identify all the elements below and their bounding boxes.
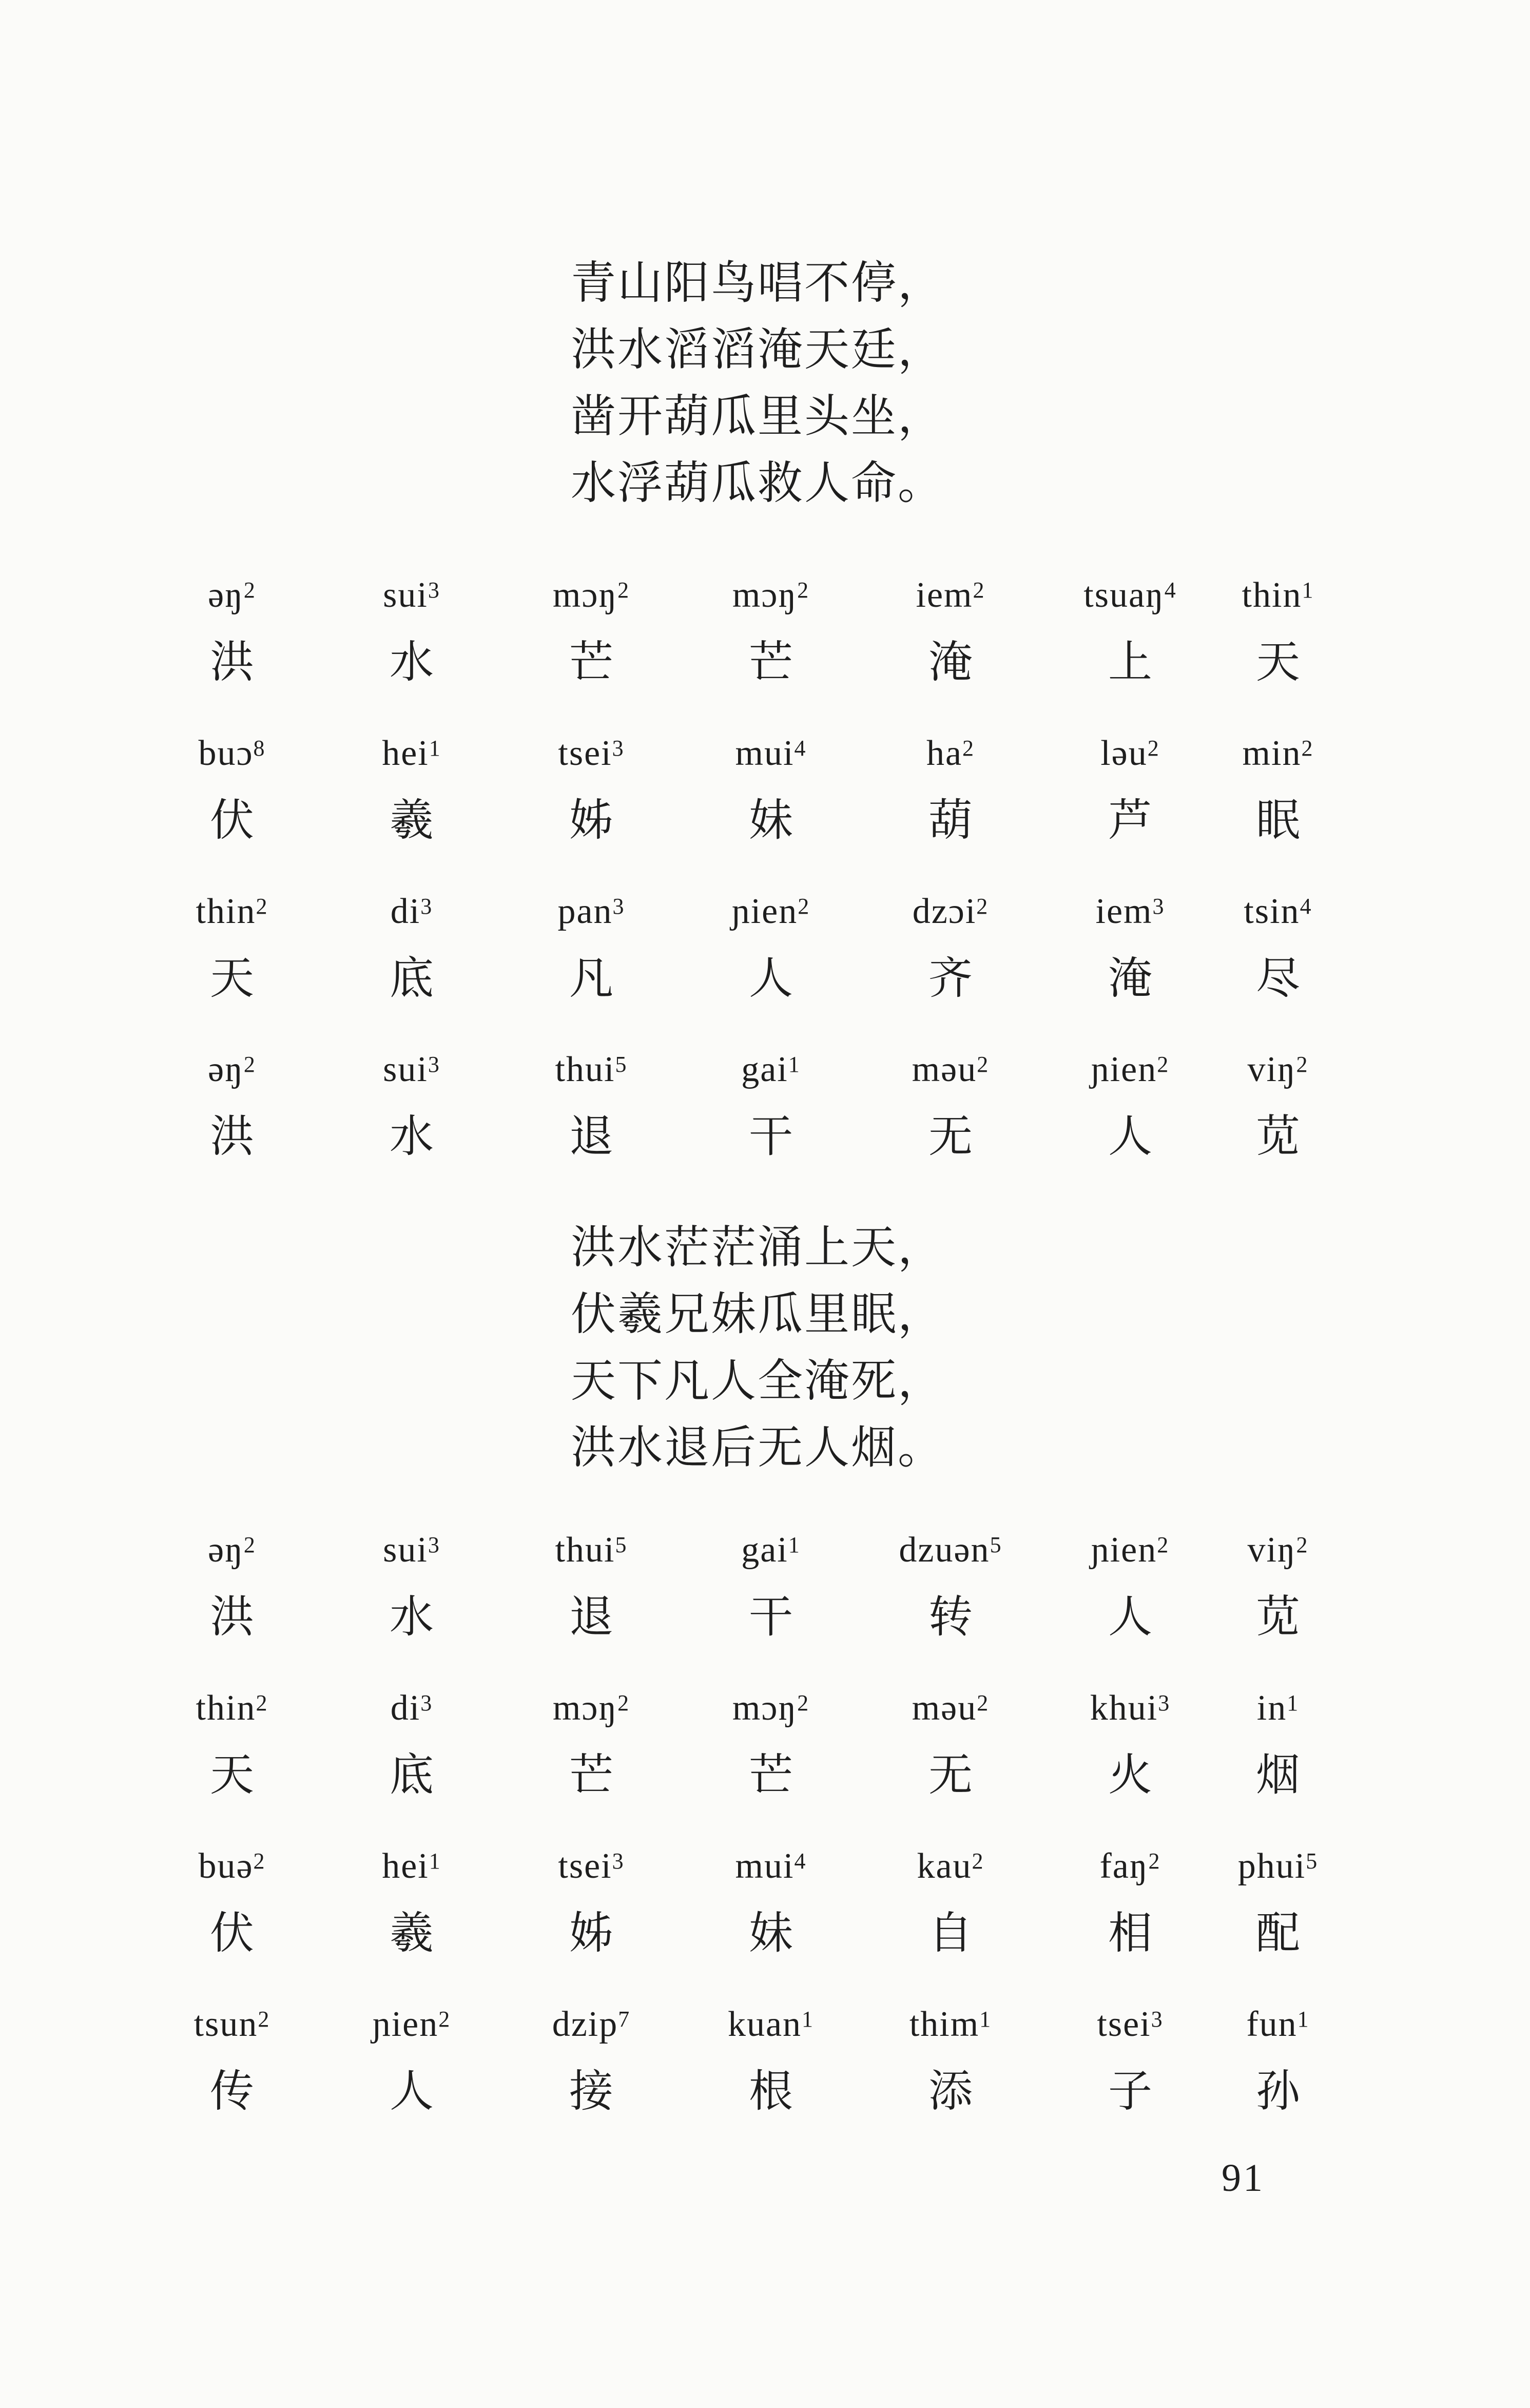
tone-number: 4 (1164, 577, 1177, 603)
romanization: khui$^3$ (1090, 1688, 1171, 1728)
chinese-character: 芒 (569, 637, 613, 688)
tone-number: 3 (612, 1848, 625, 1874)
chinese-character: 伏 (210, 1908, 254, 1959)
chinese-character: 芒 (749, 1749, 793, 1801)
interlinear-gloss-block-2 (0, 1522, 1530, 2154)
romanization: tsuaŋ$^4$ (1083, 575, 1177, 615)
tone-number: 2 (1148, 1848, 1161, 1874)
tone-number: 2 (617, 1690, 630, 1716)
romanization: $di^3$ (390, 892, 433, 931)
tone-number: 5 (615, 1052, 628, 1077)
gloss-row (0, 1680, 1530, 1838)
chinese-character: 干 (749, 1111, 793, 1162)
tone-number: 7 (618, 2007, 631, 2032)
chinese-character: 妹 (749, 1908, 793, 1959)
tone-number: 1 (1302, 577, 1314, 603)
romanization: tsei$^3$ (558, 734, 625, 773)
tone-number: 3 (612, 736, 625, 761)
tone-number: 2 (977, 1052, 990, 1077)
romanization: tsei$^3$ (1097, 2005, 1164, 2044)
gloss-row (0, 883, 1530, 1042)
chinese-character: 芦 (1108, 795, 1152, 846)
tone-number: 2 (972, 1848, 984, 1874)
chinese-character: 芒 (749, 637, 793, 688)
chinese-character: 苋 (1256, 1111, 1300, 1162)
poem-line: 洪水滔滔淹天廷， (571, 323, 945, 376)
chinese-character: 相 (1108, 1908, 1152, 1959)
chinese-character: 妹 (749, 795, 793, 846)
romanization: ɲien$^2$ (1091, 1530, 1170, 1570)
tone-number: 2 (798, 894, 810, 919)
tone-number: 2 (977, 1690, 990, 1716)
chinese-character: 自 (928, 1908, 973, 1959)
tone-number: 3 (428, 577, 440, 603)
romanization: mɔŋ$^2$ (552, 575, 630, 615)
romanization: mɔŋ$^2$ (732, 575, 810, 615)
romanization: thin$^2$ (196, 1688, 268, 1728)
tone-number: 2 (438, 2007, 451, 2032)
tone-number: 1 (1287, 1690, 1300, 1716)
tone-number: 2 (1157, 1532, 1170, 1557)
romanization: pan$^3$ (557, 892, 625, 931)
interlinear-gloss-block-1 (0, 567, 1530, 1200)
tone-number: 1 (429, 736, 441, 761)
romanization: tsun$^2$ (193, 2005, 270, 2044)
tone-number: 2 (243, 1532, 256, 1557)
chinese-character: 姊 (569, 795, 613, 846)
romanization: thui$^5$ (555, 1050, 628, 1089)
gloss-row (0, 1838, 1530, 1996)
romanization: kuan$^1$ (727, 2005, 815, 2044)
chinese-character: 火 (1108, 1749, 1152, 1801)
romanization: mui$^4$ (735, 1846, 807, 1886)
gloss-row (0, 1522, 1530, 1680)
tone-number: 3 (612, 894, 625, 919)
romanization: iem$^3$ (1095, 892, 1165, 931)
chinese-character: 齐 (928, 953, 973, 1004)
tone-number: 3 (1151, 2007, 1164, 2032)
chinese-character: 淹 (928, 637, 973, 688)
romanization: əŋ$^2$ (208, 1050, 256, 1089)
chinese-character: 接 (569, 2066, 613, 2117)
tone-number: 2 (243, 1052, 256, 1077)
romanization: dzuən$^5$ (899, 1530, 1002, 1570)
tone-number: 1 (429, 1848, 441, 1874)
tone-number: 1 (979, 2007, 992, 2032)
romanization: sui$^3$ (383, 1530, 440, 1570)
tone-number: 3 (428, 1052, 440, 1077)
tone-number: 4 (794, 736, 807, 761)
chinese-character: 天 (210, 1749, 254, 1801)
chinese-character: 葫 (928, 795, 973, 846)
chinese-character: 人 (749, 953, 793, 1004)
tone-number: 3 (1152, 894, 1165, 919)
romanization: thim$^1$ (909, 2005, 992, 2044)
chinese-character: 根 (749, 2066, 793, 2117)
tone-number: 2 (1296, 1052, 1309, 1077)
tone-number: 2 (973, 577, 985, 603)
chinese-character: 水 (390, 637, 434, 688)
chinese-character: 凡 (569, 953, 613, 1004)
chinese-character: 芒 (569, 1749, 613, 1801)
romanization: kau$^2$ (917, 1846, 984, 1886)
romanization: hei$^1$ (382, 1846, 441, 1886)
romanization: tsei$^3$ (558, 1846, 625, 1886)
tone-number: 3 (428, 1532, 440, 1557)
poem-line: 青山阳鸟唱不停， (571, 256, 945, 309)
chinese-character: 天 (210, 953, 254, 1004)
romanization: sui$^3$ (383, 575, 440, 615)
chinese-character: 洪 (210, 1111, 254, 1162)
tone-number: 3 (420, 1690, 433, 1716)
romanization: $ha^2$ (926, 734, 975, 773)
poem-line: 天下凡人全淹死， (571, 1354, 945, 1407)
romanization: mui$^4$ (735, 734, 807, 773)
poem-line: 洪水退后无人烟。 (571, 1421, 945, 1474)
romanization: viŋ$^2$ (1247, 1530, 1309, 1570)
romanization: gai$^1$ (741, 1530, 801, 1570)
chinese-character: 添 (928, 2066, 973, 2117)
romanization: buə$^2$ (198, 1846, 266, 1886)
page-number: 91 (1222, 2156, 1265, 2200)
tone-number: 1 (1297, 2007, 1310, 2032)
romanization: hei$^1$ (382, 734, 441, 773)
chinese-character: 子 (1108, 2066, 1152, 2117)
chinese-character: 洪 (210, 1591, 254, 1643)
romanization: ɲien$^2$ (372, 2005, 451, 2044)
romanization: faŋ$^2$ (1099, 1846, 1161, 1886)
romanization: viŋ$^2$ (1247, 1050, 1309, 1089)
chinese-character: 无 (928, 1749, 973, 1801)
romanization: $\min^2$ (1242, 734, 1314, 773)
romanization: fun$^1$ (1246, 2005, 1310, 2044)
chinese-character: 眠 (1256, 795, 1300, 846)
gloss-row (0, 567, 1530, 725)
chinese-character: 退 (569, 1111, 613, 1162)
chinese-character: 退 (569, 1591, 613, 1643)
chinese-character: 底 (390, 953, 434, 1004)
tone-number: 2 (1301, 736, 1314, 761)
romanization: ɲien$^2$ (731, 892, 810, 931)
tone-number: 2 (797, 577, 810, 603)
romanization: thin$^2$ (196, 892, 268, 931)
tone-number: 2 (962, 736, 975, 761)
romanization: iem$^2$ (916, 575, 985, 615)
romanization: sui$^3$ (383, 1050, 440, 1089)
tone-number: 3 (1158, 1690, 1171, 1716)
chinese-character: 羲 (390, 1908, 434, 1959)
tone-number: 3 (420, 894, 433, 919)
poem-line: 凿开葫瓜里头坐， (571, 390, 945, 442)
poem-line: 水浮葫瓜救人命。 (571, 456, 945, 509)
tone-number: 2 (797, 1690, 810, 1716)
tone-number: 2 (617, 577, 630, 603)
romanization: phui$^5$ (1237, 1846, 1319, 1886)
romanization: buɔ$^8$ (198, 734, 266, 773)
romanization: $in^1$ (1256, 1688, 1300, 1728)
tone-number: 1 (788, 1052, 801, 1077)
tone-number: 8 (253, 736, 266, 761)
romanization: əŋ$^2$ (208, 1530, 256, 1570)
chinese-character: 底 (390, 1749, 434, 1801)
romanization: dzip$^7$ (552, 2005, 631, 2044)
chinese-character: 人 (1108, 1591, 1152, 1643)
romanization: mɔŋ$^2$ (552, 1688, 630, 1728)
tone-number: 2 (1157, 1052, 1170, 1077)
poem-stanza-2 (571, 1214, 944, 1481)
romanization: mɔŋ$^2$ (732, 1688, 810, 1728)
gloss-row (0, 1996, 1530, 2154)
romanization: thui$^5$ (555, 1530, 628, 1570)
romanization: əŋ$^2$ (208, 575, 256, 615)
tone-number: 4 (794, 1848, 807, 1874)
chinese-character: 人 (1108, 1111, 1152, 1162)
chinese-character: 羲 (390, 795, 434, 846)
romanization: $di^3$ (390, 1688, 433, 1728)
romanization: dzɔi$^2$ (912, 892, 989, 931)
chinese-character: 烟 (1256, 1749, 1300, 1801)
tone-number: 1 (802, 2007, 815, 2032)
chinese-character: 上 (1108, 637, 1152, 688)
poem-line: 伏羲兄妹瓜里眠， (571, 1287, 945, 1340)
chinese-character: 水 (390, 1111, 434, 1162)
tone-number: 2 (243, 577, 256, 603)
chinese-character: 尽 (1256, 953, 1300, 1004)
chinese-character: 伏 (210, 795, 254, 846)
tone-number: 2 (976, 894, 989, 919)
chinese-character: 苋 (1256, 1591, 1300, 1643)
chinese-character: 传 (210, 2066, 254, 2117)
tone-number: 2 (258, 2007, 270, 2032)
tone-number: 1 (788, 1532, 801, 1557)
poem-stanza-1 (571, 249, 944, 516)
chinese-character: 孙 (1256, 2066, 1300, 2117)
romanization: ləu$^2$ (1100, 734, 1160, 773)
tone-number: 5 (990, 1532, 1002, 1557)
tone-number: 2 (1296, 1532, 1309, 1557)
gloss-row (0, 1042, 1530, 1200)
tone-number: 4 (1300, 894, 1312, 919)
tone-number: 5 (615, 1532, 628, 1557)
tone-number: 2 (1147, 736, 1160, 761)
chinese-character: 人 (390, 2066, 434, 2117)
romanization: məu$^2$ (912, 1688, 990, 1728)
gloss-row (0, 725, 1530, 883)
chinese-character: 姊 (569, 1908, 613, 1959)
chinese-character: 洪 (210, 637, 254, 688)
romanization: ɲien$^2$ (1091, 1050, 1170, 1089)
romanization: gai$^1$ (741, 1050, 801, 1089)
tone-number: 2 (256, 894, 268, 919)
chinese-character: 无 (928, 1111, 973, 1162)
chinese-character: 水 (390, 1591, 434, 1643)
chinese-character: 配 (1256, 1908, 1300, 1959)
tone-number: 2 (256, 1690, 268, 1716)
chinese-character: 干 (749, 1591, 793, 1643)
tone-number: 5 (1306, 1848, 1319, 1874)
chinese-character: 天 (1256, 637, 1300, 688)
poem-line: 洪水茫茫涌上天， (571, 1221, 945, 1274)
romanization: məu$^2$ (912, 1050, 990, 1089)
chinese-character: 转 (928, 1591, 973, 1643)
chinese-character: 淹 (1108, 953, 1152, 1004)
romanization: tsin$^4$ (1244, 892, 1312, 931)
romanization: thin$^1$ (1242, 575, 1314, 615)
tone-number: 2 (253, 1848, 266, 1874)
